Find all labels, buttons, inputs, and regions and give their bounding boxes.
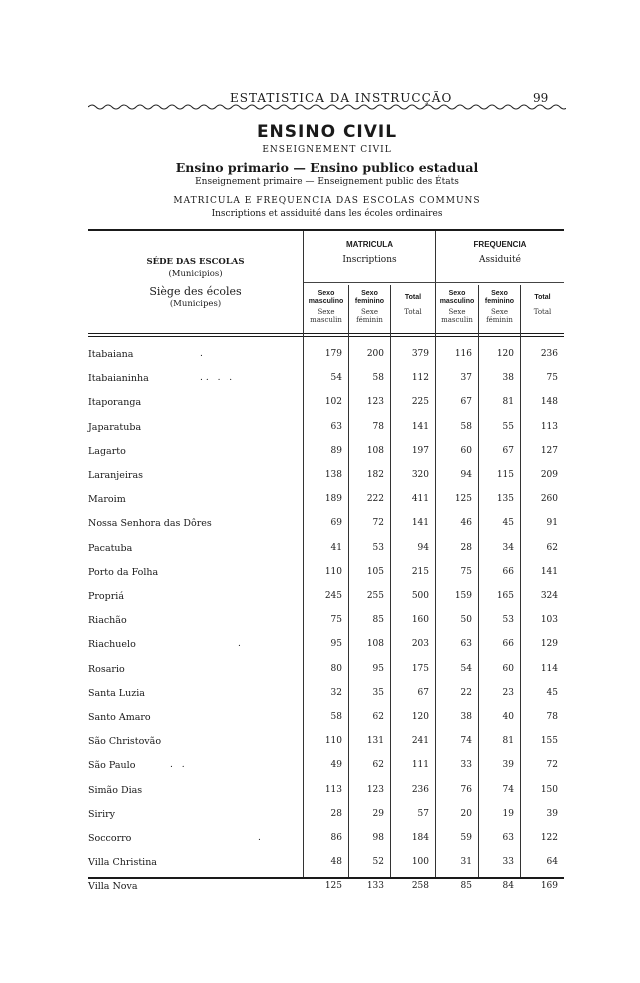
- table-title: MATRICULA E FREQUENCIA DAS ESCOLAS COMMUNS: [173, 196, 481, 206]
- table-cell: 80: [330, 664, 342, 674]
- table-cell: 111: [411, 760, 429, 770]
- column-header-pt-line2: masculino: [308, 298, 344, 305]
- table-cell: 175: [411, 664, 429, 674]
- table-cell: 45: [502, 518, 514, 528]
- table-cell: 241: [411, 736, 429, 746]
- table-cell: 135: [496, 494, 514, 504]
- table-cell: 85: [460, 881, 472, 891]
- table-cell: 64: [546, 857, 558, 867]
- municipality-name: Rosario: [88, 664, 125, 675]
- column-header-fr-5: [479, 308, 520, 324]
- column-header-fr-line1: Sexe: [360, 308, 379, 316]
- column-header-fr-line2: féminin: [356, 316, 383, 324]
- table-cell: 34: [502, 543, 514, 553]
- table-cell: 138: [324, 470, 342, 480]
- municipality-name: Pacatuba: [88, 543, 133, 554]
- group-header-rule: [304, 282, 564, 283]
- table-cell: 112: [411, 373, 429, 383]
- column-header-fr-4: [436, 308, 478, 324]
- table-cell: 122: [540, 833, 558, 843]
- table-cell: 258: [411, 881, 429, 891]
- municipality-name: Nossa Senhora das Dôres: [88, 518, 212, 529]
- table-cell: 45: [546, 688, 558, 698]
- table-cell: 63: [330, 422, 342, 432]
- table-cell: 58: [330, 712, 342, 722]
- table-cell: 72: [372, 518, 384, 528]
- group-header-frequencia: FREQUENCIA: [473, 240, 527, 249]
- table-cell: 169: [540, 881, 558, 891]
- column-header-pt-3: [391, 294, 435, 302]
- leader-dots: .: [238, 639, 244, 649]
- municipality-name: Itaporanga: [88, 397, 142, 408]
- table-cell: 91: [546, 518, 558, 528]
- table-cell: 37: [460, 373, 472, 383]
- table-cell: 66: [502, 567, 514, 577]
- subtitle-fr: Enseignement primaire — Enseignement public des États: [195, 177, 459, 187]
- table-cell: 75: [460, 567, 472, 577]
- column-header-fr-line1: Total: [404, 308, 422, 316]
- table-cell: 72: [546, 760, 558, 770]
- table-cell: 75: [546, 373, 558, 383]
- table-cell: 110: [324, 567, 342, 577]
- table-cell: 67: [460, 397, 472, 407]
- table-cell: 19: [502, 809, 514, 819]
- table-cell: 215: [411, 567, 429, 577]
- table-cell: 78: [546, 712, 558, 722]
- municipality-name: Siriry: [88, 809, 116, 820]
- table-cell: 94: [460, 470, 472, 480]
- table-cell: 236: [540, 349, 558, 359]
- table-cell: 105: [366, 567, 384, 577]
- table-cell: 113: [324, 785, 342, 795]
- column-header-pt-line1: Total: [534, 294, 551, 301]
- table-cell: 500: [411, 591, 429, 601]
- table-title-fr: Inscriptions et assiduité dans les écoles ordinaires: [211, 209, 443, 219]
- table-cell: 39: [502, 760, 514, 770]
- column-header-fr-line1: Total: [533, 308, 552, 316]
- column-header-pt-4: [436, 290, 478, 306]
- column-header-pt-line1: Sexo: [491, 290, 508, 297]
- table-cell: 40: [502, 712, 514, 722]
- column-header-fr-line2: féminin: [486, 316, 513, 324]
- column-header-pt-5: [479, 290, 520, 306]
- table-cell: 103: [540, 615, 558, 625]
- table-cell: 52: [372, 857, 384, 867]
- table-cell: 324: [540, 591, 558, 601]
- column-header-pt-line2: feminino: [354, 298, 385, 305]
- table-cell: 81: [502, 397, 514, 407]
- table-cell: 63: [502, 833, 514, 843]
- table-cell: 260: [540, 494, 558, 504]
- header-sede: SÉDE DAS ESCOLAS: [146, 257, 245, 267]
- table-cell: 23: [502, 688, 514, 698]
- column-header-pt-line1: Sexo: [361, 290, 378, 297]
- column-header-pt-line1: Total: [404, 294, 422, 301]
- table-cell: 60: [460, 446, 472, 456]
- header-siege: Siège des écoles: [149, 285, 242, 298]
- table-cell: 189: [324, 494, 342, 504]
- table-cell: 123: [366, 785, 384, 795]
- table-cell: 75: [330, 615, 342, 625]
- table-cell: 22: [460, 688, 472, 698]
- municipality-name: Laranjeiras: [88, 470, 143, 481]
- municipality-name: Itabaiana: [88, 349, 134, 360]
- table-cell: 160: [411, 615, 429, 625]
- table-cell: 28: [330, 809, 342, 819]
- column-header-pt-line1: Sexo: [317, 290, 335, 297]
- table-cell: 148: [540, 397, 558, 407]
- table-cell: 225: [411, 397, 429, 407]
- table-cell: 33: [502, 857, 514, 867]
- table-top-rule: [88, 229, 564, 231]
- leader-dots: . .: [170, 760, 188, 770]
- table-cell: 197: [411, 446, 429, 456]
- table-cell: 236: [411, 785, 429, 795]
- table-cell: 411: [411, 494, 429, 504]
- subtitle: Ensino primario — Ensino publico estadual: [175, 160, 479, 175]
- leader-dots: .. . .: [200, 373, 236, 383]
- table-cell: 108: [366, 446, 384, 456]
- table-cell: 165: [496, 591, 514, 601]
- column-header-pt-1: [304, 290, 348, 306]
- table-cell: 184: [411, 833, 429, 843]
- running-header-title: ESTATISTICA DA INSTRUCÇÃO: [230, 91, 453, 105]
- municipality-name: Soccorro: [88, 833, 132, 844]
- table-cell: 108: [366, 639, 384, 649]
- table-cell: 54: [330, 373, 342, 383]
- table-cell: 150: [540, 785, 558, 795]
- column-header-fr-3: [391, 308, 435, 316]
- table-cell: 63: [460, 639, 472, 649]
- table-cell: 179: [324, 349, 342, 359]
- table-cell: 35: [372, 688, 384, 698]
- table-cell: 53: [372, 543, 384, 553]
- table-cell: 98: [372, 833, 384, 843]
- table-cell: 78: [372, 422, 384, 432]
- column-header-fr-line2: masculin: [441, 316, 473, 324]
- table-cell: 76: [460, 785, 472, 795]
- municipality-name: São Paulo: [88, 760, 136, 771]
- table-cell: 58: [372, 373, 384, 383]
- table-cell: 53: [502, 615, 514, 625]
- table-cell: 50: [460, 615, 472, 625]
- table-cell: 203: [411, 639, 429, 649]
- table-cell: 41: [330, 543, 342, 553]
- municipality-name: Porto da Folha: [88, 567, 159, 578]
- table-cell: 33: [460, 760, 472, 770]
- table-cell: 66: [502, 639, 514, 649]
- table-cell: 116: [454, 349, 472, 359]
- header-municipes: (Municipes): [169, 299, 222, 309]
- table-cell: 62: [546, 543, 558, 553]
- municipality-name: Japaratuba: [88, 422, 142, 433]
- municipality-name: São Christovão: [88, 736, 162, 747]
- table-cell: 129: [540, 639, 558, 649]
- column-header-fr-line1: Sexe: [448, 308, 466, 316]
- table-cell: 38: [502, 373, 514, 383]
- table-cell: 102: [324, 397, 342, 407]
- table-cell: 81: [502, 736, 514, 746]
- column-header-fr-line2: masculin: [310, 316, 342, 324]
- main-title: ENSINO CIVIL: [256, 122, 398, 142]
- table-cell: 69: [330, 518, 342, 528]
- divider-names: [303, 231, 304, 877]
- table-cell: 125: [324, 881, 342, 891]
- municipality-name: Maroim: [88, 494, 126, 505]
- municipality-name: Riachuelo: [88, 639, 136, 650]
- leader-dots: .: [258, 833, 264, 843]
- table-cell: 141: [540, 567, 558, 577]
- header-municipios: (Municipios): [168, 269, 223, 279]
- table-cell: 31: [460, 857, 472, 867]
- table-cell: 84: [502, 881, 514, 891]
- municipality-name: Propriá: [88, 591, 124, 602]
- table-cell: 379: [411, 349, 429, 359]
- group-header-inscriptions: Inscriptions: [342, 255, 397, 265]
- table-cell: 141: [411, 518, 429, 528]
- table-cell: 125: [454, 494, 472, 504]
- municipality-name: Villa Nova: [88, 881, 138, 892]
- table-cell: 48: [330, 857, 342, 867]
- table-cell: 94: [417, 543, 429, 553]
- table-cell: 67: [417, 688, 429, 698]
- table-cell: 255: [366, 591, 384, 601]
- municipality-name: Villa Christina: [88, 857, 157, 868]
- group-header-matricula: MATRICULA: [346, 240, 393, 249]
- table-cell: 39: [546, 809, 558, 819]
- table-cell: 95: [330, 639, 342, 649]
- table-cell: 59: [460, 833, 472, 843]
- table-cell: 89: [330, 446, 342, 456]
- column-header-fr-line1: Sexe: [317, 308, 335, 316]
- table-cell: 159: [454, 591, 472, 601]
- table-cell: 155: [540, 736, 558, 746]
- column-header-fr-2: [349, 308, 390, 324]
- table-cell: 32: [330, 688, 342, 698]
- table-cell: 100: [411, 857, 429, 867]
- table-cell: 182: [366, 470, 384, 480]
- table-cell: 85: [372, 615, 384, 625]
- column-header-fr-1: [304, 308, 348, 324]
- header-bottom-rule-2: [88, 336, 564, 337]
- table-cell: 57: [417, 809, 429, 819]
- table-cell: 20: [460, 809, 472, 819]
- table-cell: 38: [460, 712, 472, 722]
- table-cell: 58: [460, 422, 472, 432]
- page-number: 99: [533, 91, 549, 105]
- column-header-pt-6: [521, 294, 564, 302]
- header-bottom-rule-1: [88, 333, 564, 334]
- table-cell: 133: [366, 881, 384, 891]
- municipality-name: Itabaianinha: [88, 373, 149, 384]
- table-cell: 114: [540, 664, 558, 674]
- table-cell: 29: [372, 809, 384, 819]
- municipality-name: Riachão: [88, 615, 127, 626]
- column-header-pt-2: [349, 290, 390, 306]
- table-cell: 200: [366, 349, 384, 359]
- table-cell: 209: [540, 470, 558, 480]
- table-cell: 113: [540, 422, 558, 432]
- table-cell: 222: [366, 494, 384, 504]
- table-cell: 95: [372, 664, 384, 674]
- table-cell: 131: [366, 736, 384, 746]
- table-cell: 60: [502, 664, 514, 674]
- main-title-fr: ENSEIGNEMENT CIVIL: [262, 145, 392, 155]
- table-cell: 62: [372, 712, 384, 722]
- table-cell: 55: [502, 422, 514, 432]
- table-cell: 49: [330, 760, 342, 770]
- table-cell: 74: [460, 736, 472, 746]
- wavy-rule-ornament: [88, 100, 566, 114]
- table-cell: 320: [411, 470, 429, 480]
- table-cell: 123: [366, 397, 384, 407]
- table-cell: 28: [460, 543, 472, 553]
- table-cell: 74: [502, 785, 514, 795]
- municipality-name: Lagarto: [88, 446, 126, 457]
- column-header-pt-line1: Sexo: [448, 290, 466, 297]
- municipality-name: Santa Luzia: [88, 688, 145, 699]
- divider-groups: [435, 231, 436, 877]
- table-cell: 86: [330, 833, 342, 843]
- table-cell: 115: [496, 470, 514, 480]
- column-header-fr-6: [521, 308, 564, 316]
- municipality-name: Santo Amaro: [88, 712, 151, 723]
- leader-dots: .: [200, 349, 206, 359]
- column-header-pt-line2: masculino: [439, 298, 475, 305]
- table-cell: 110: [324, 736, 342, 746]
- column-header-pt-line2: feminino: [484, 298, 515, 305]
- table-cell: 141: [411, 422, 429, 432]
- table-cell: 120: [496, 349, 514, 359]
- table-cell: 54: [460, 664, 472, 674]
- table-cell: 120: [411, 712, 429, 722]
- table-cell: 127: [540, 446, 558, 456]
- table-cell: 46: [460, 518, 472, 528]
- municipality-name: Simão Dias: [88, 785, 143, 796]
- table-cell: 245: [324, 591, 342, 601]
- column-header-fr-line1: Sexe: [490, 308, 509, 316]
- table-cell: 67: [502, 446, 514, 456]
- table-bottom-rule: [88, 877, 564, 879]
- table-cell: 62: [372, 760, 384, 770]
- group-header-assiduite: Assiduité: [479, 255, 521, 265]
